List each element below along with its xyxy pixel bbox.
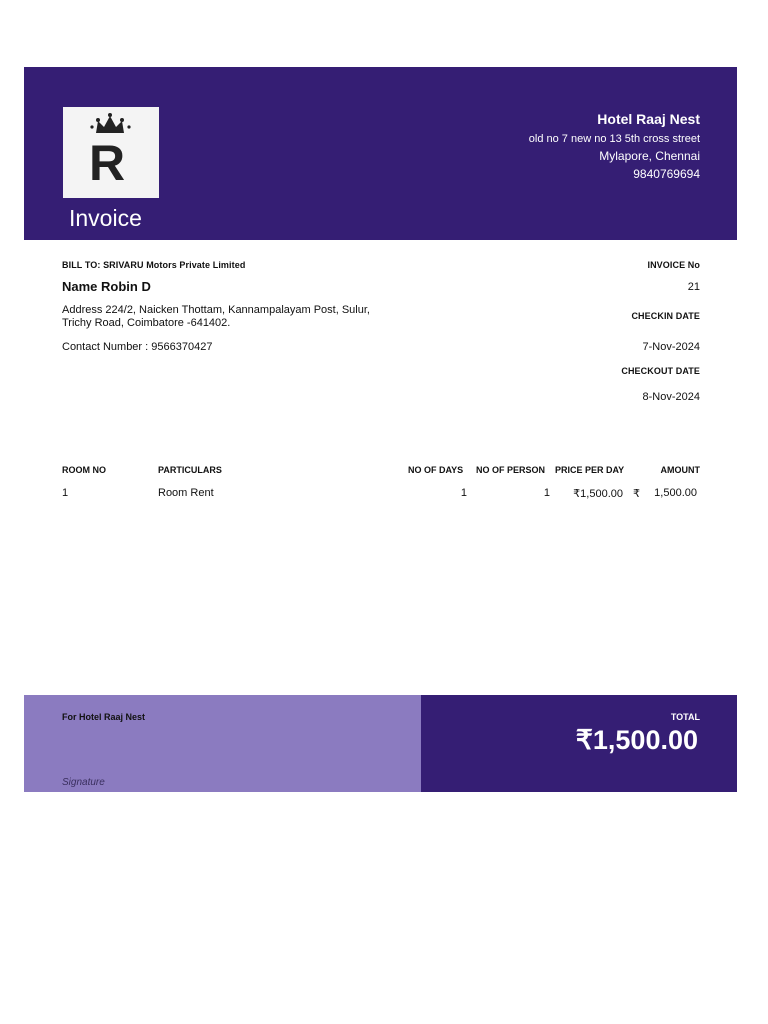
cell-particulars: Room Rent (158, 487, 214, 499)
invoice-title: Invoice (69, 205, 142, 231)
hotel-address: old no 7 new no 13 5th cross street (528, 133, 700, 145)
hotel-city: Mylapore, Chennai (599, 149, 700, 163)
total-value: ₹1,500.00 (575, 725, 698, 755)
hotel-name: Hotel Raaj Nest (597, 111, 700, 127)
checkout-date: 8-Nov-2024 (642, 391, 700, 403)
col-particulars: PARTICULARS (158, 465, 222, 475)
cell-days: 1 (460, 487, 467, 499)
cell-persons: 1 (543, 487, 550, 499)
guest-contact: Contact Number : 9566370427 (62, 341, 213, 353)
logo-letter: R (89, 135, 126, 191)
hotel-logo (63, 107, 159, 198)
col-persons: NO OF PERSON (476, 465, 546, 475)
crown-icon (63, 107, 159, 198)
checkout-label: CHECKOUT DATE (621, 366, 700, 376)
footer-signature-panel (24, 695, 421, 792)
hotel-info (529, 110, 700, 182)
col-amount: AMOUNT (660, 465, 700, 475)
signature-label: Signature (62, 777, 105, 788)
for-hotel-label: For Hotel Raaj Nest (62, 712, 146, 722)
checkin-date: 7-Nov-2024 (642, 341, 700, 353)
checkin-label: CHECKIN DATE (631, 311, 700, 321)
guest-address: Address 224/2, Naicken Thottam, Kannampalayam Post, Sulur, Trichy Road, Coimbatore -641402. (62, 304, 370, 329)
cell-amount: 1,500.00 (654, 487, 697, 499)
hotel-phone: 9840769694 (633, 167, 700, 181)
cell-room-no: 1 (62, 487, 69, 499)
col-price: PRICE PER DAY (555, 465, 625, 475)
total-label: TOTAL (670, 712, 700, 722)
bill-to-label: BILL TO: SRIVARU Motors Private Limited (62, 260, 246, 270)
footer-total-panel (421, 695, 737, 792)
invoice-no-label: INVOICE No (647, 260, 700, 270)
cell-currency: ₹ (633, 488, 640, 500)
guest-name: Name Robin D (62, 279, 151, 294)
cell-price: ₹1,500.00 (573, 488, 623, 500)
invoice-no: 21 (687, 281, 700, 293)
invoice-header (24, 67, 737, 240)
col-days: NO OF DAYS (408, 465, 464, 475)
col-room-no: ROOM NO (62, 465, 106, 475)
